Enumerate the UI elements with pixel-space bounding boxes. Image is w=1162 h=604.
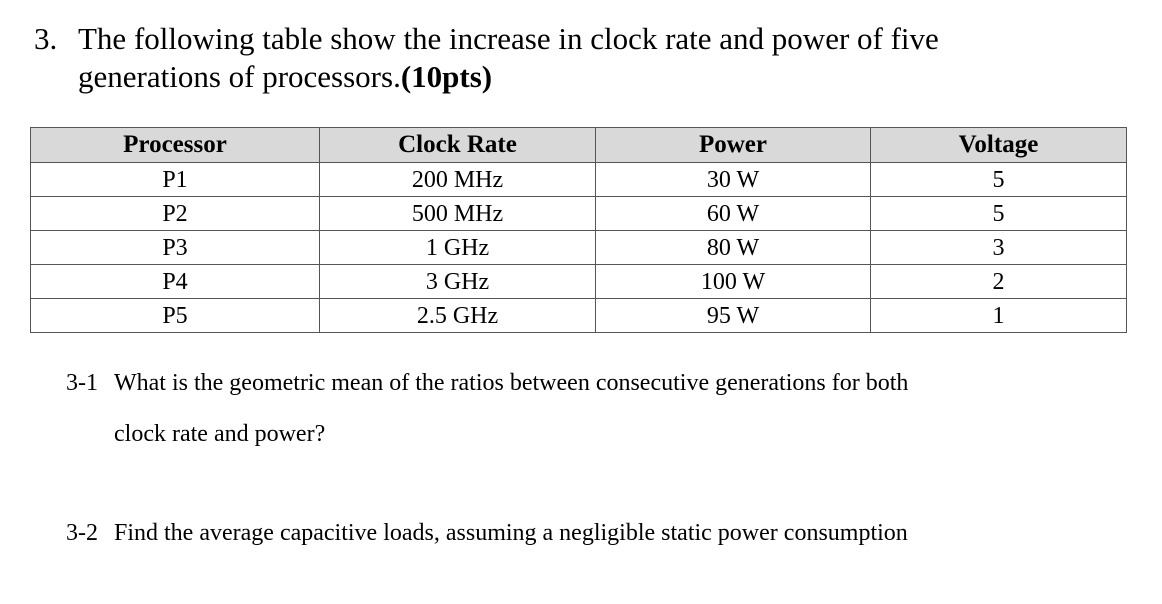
- subquestion-3-1-text-line2: clock rate and power?: [114, 421, 326, 447]
- question-text-line2: generations of processors.: [78, 59, 401, 94]
- cell-power: 30 W: [596, 163, 871, 197]
- cell-voltage: 5: [871, 163, 1127, 197]
- cell-voltage: 2: [871, 265, 1127, 299]
- cell-voltage: 3: [871, 231, 1127, 265]
- question-heading: [34, 20, 1134, 96]
- table-row: [31, 265, 1127, 299]
- cell-processor: P5: [31, 299, 320, 333]
- header-voltage: Voltage: [871, 128, 1127, 163]
- cell-clock-rate: 3 GHz: [320, 265, 596, 299]
- table-header-row: [31, 128, 1127, 163]
- question-points: (10pts): [400, 59, 493, 94]
- question-text-line1: The following table show the increase in clock rate and power of five: [78, 21, 939, 56]
- cell-processor: P3: [31, 231, 320, 265]
- header-clock-rate: Clock Rate: [320, 128, 596, 163]
- cell-voltage: 5: [871, 197, 1127, 231]
- processor-table: [30, 127, 1127, 333]
- subquestion-3-1-label: 3-1: [66, 370, 98, 396]
- subquestion-3-2-text-line1: Find the average capacitive loads, assuming a negligible static power consumption: [114, 520, 908, 546]
- table-row: [31, 231, 1127, 265]
- cell-clock-rate: 1 GHz: [320, 231, 596, 265]
- cell-power: 60 W: [596, 197, 871, 231]
- subquestion-3-2: [66, 518, 908, 548]
- cell-processor: P2: [31, 197, 320, 231]
- cell-clock-rate: 200 MHz: [320, 163, 596, 197]
- question-text-line2-wrap: [34, 58, 1134, 96]
- question-number: 3.: [34, 21, 58, 56]
- subquestion-3-2-label: 3-2: [66, 520, 98, 546]
- cell-voltage: 1: [871, 299, 1127, 333]
- subquestion-3-1-continuation: [114, 419, 325, 449]
- cell-clock-rate: 500 MHz: [320, 197, 596, 231]
- cell-power: 95 W: [596, 299, 871, 333]
- table-row: [31, 197, 1127, 231]
- subquestion-3-1: [66, 368, 908, 398]
- cell-clock-rate: 2.5 GHz: [320, 299, 596, 333]
- header-processor: Processor: [31, 128, 320, 163]
- cell-power: 100 W: [596, 265, 871, 299]
- cell-processor: P1: [31, 163, 320, 197]
- table-row: [31, 163, 1127, 197]
- header-power: Power: [596, 128, 871, 163]
- table-row: [31, 299, 1127, 333]
- cell-power: 80 W: [596, 231, 871, 265]
- subquestion-3-1-text-line1: What is the geometric mean of the ratios between consecutive generations for both: [114, 370, 909, 396]
- cell-processor: P4: [31, 265, 320, 299]
